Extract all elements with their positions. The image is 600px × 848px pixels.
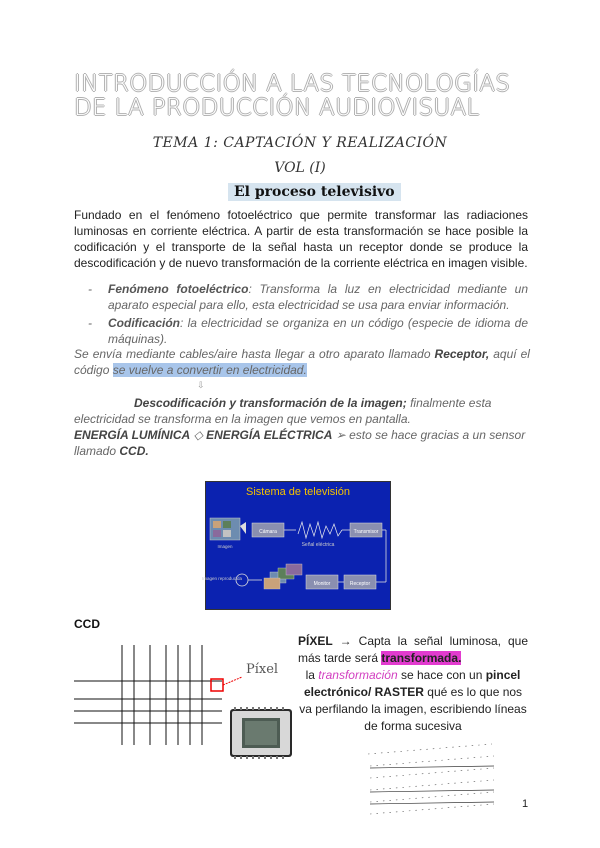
ccd-grid-illustration [74, 645, 300, 763]
energy-luminica: ENERGÍA LUMÍNICA [74, 428, 191, 442]
envio-paragraph: Se envía mediante cables/aire hasta llegar a otro aparato llamado Receptor, aquí el código se vuelve a convertir en electricidad. [74, 347, 530, 377]
section-heading: El proceso televisivo [228, 183, 401, 201]
bullet-list [74, 281, 528, 349]
diagram-graphic [201, 482, 390, 609]
image-caption: Imagen [217, 544, 233, 549]
page-number: 1 [522, 798, 529, 810]
document-title: INTRODUCCIÓN A LAS TECNOLOGÍAS DE LA PRODUCCIÓN AUDIOVISUAL [74, 71, 511, 121]
bullet-text: : Transforma la luz en electricidad mediante un aparato especial para ello, esta electricidad se usa para enviar información. [108, 282, 528, 312]
highlighted-text: se vuelve a convertir en electricidad. [112, 363, 307, 377]
down-arrow-icon: ⇩ [197, 380, 205, 390]
intro-paragraph: Fundado en el fenómeno fotoeléctrico que permite transformar las radiaciones luminosas en corriente eléctrica. A partir de esta transformación se hace posible la codificación y el transporte de la señal hasta un receptor donde se produce la descodificación y de nuevo transformación de la corriente eléctrica en imagen visible. [74, 208, 528, 270]
transformada-highlight: transformada. [381, 651, 462, 665]
pincel-term: pincel electrónico/ RASTER [303, 668, 521, 699]
bullet-term: Fenómeno fotoeléctrico [108, 282, 249, 296]
energy-electrica: ENERGÍA ELÉCTRICA [206, 428, 333, 442]
signal-waveform [298, 522, 342, 538]
ccd-heading: CCD [74, 617, 100, 631]
reproduced-caption: Imagen reproducida [201, 576, 243, 581]
diagram-title: Sistema de televisión [246, 486, 350, 498]
monitor-box-label: Monitor [313, 581, 331, 587]
receptor-term: Receptor, [434, 347, 490, 361]
volume-label: VOL (I) [274, 160, 326, 176]
bullet-dash: - [88, 282, 92, 296]
decodificacion-paragraph: Descodificación y transformación de la imagen; finalmente esta electricidad se transforma en la imagen que vemos en pantalla. ENERGÍA LUMÍNICA ◇ ENERGÍA ELÉCTRICA ➢ esto se hace gracias a un sensor llamado CCD. [74, 396, 526, 458]
pixel-label: Píxel [246, 662, 279, 677]
tema-heading: TEMA 1: CAPTACIÓN Y REALIZACIÓN [152, 135, 448, 151]
raster-scan-illustration [362, 742, 502, 822]
camera-box-label: Cámara [259, 529, 277, 535]
receiver-box-label: Receptor [349, 581, 371, 587]
signal-caption: Señal eléctrica [301, 542, 335, 548]
pixel-description: PÍXEL → Capta la señal luminosa, que más tarde será transformada. la transformación se hace con un pincel electrónico/ RASTER qué es lo que nos va perfilando la imagen, escribiendo líneas de forma sucesiva [298, 634, 529, 733]
bullet-dash: - [88, 316, 92, 330]
transformacion-term: transformación [318, 668, 398, 682]
list-item [74, 315, 528, 347]
ccd-term: CCD. [119, 444, 149, 458]
bullet-term: Codificación [108, 316, 181, 330]
pixel-term: PÍXEL [298, 634, 333, 648]
ccd-chip-photo [230, 707, 292, 759]
tv-system-diagram [201, 481, 391, 610]
list-item [74, 281, 528, 313]
decodificacion-term: Descodificación y transformación de la imagen; [134, 396, 407, 410]
transmitter-box-label: Transmisor [353, 529, 379, 535]
bullet-text: : la electricidad se organiza en un código (especie de idioma de máquinas). [108, 316, 528, 346]
